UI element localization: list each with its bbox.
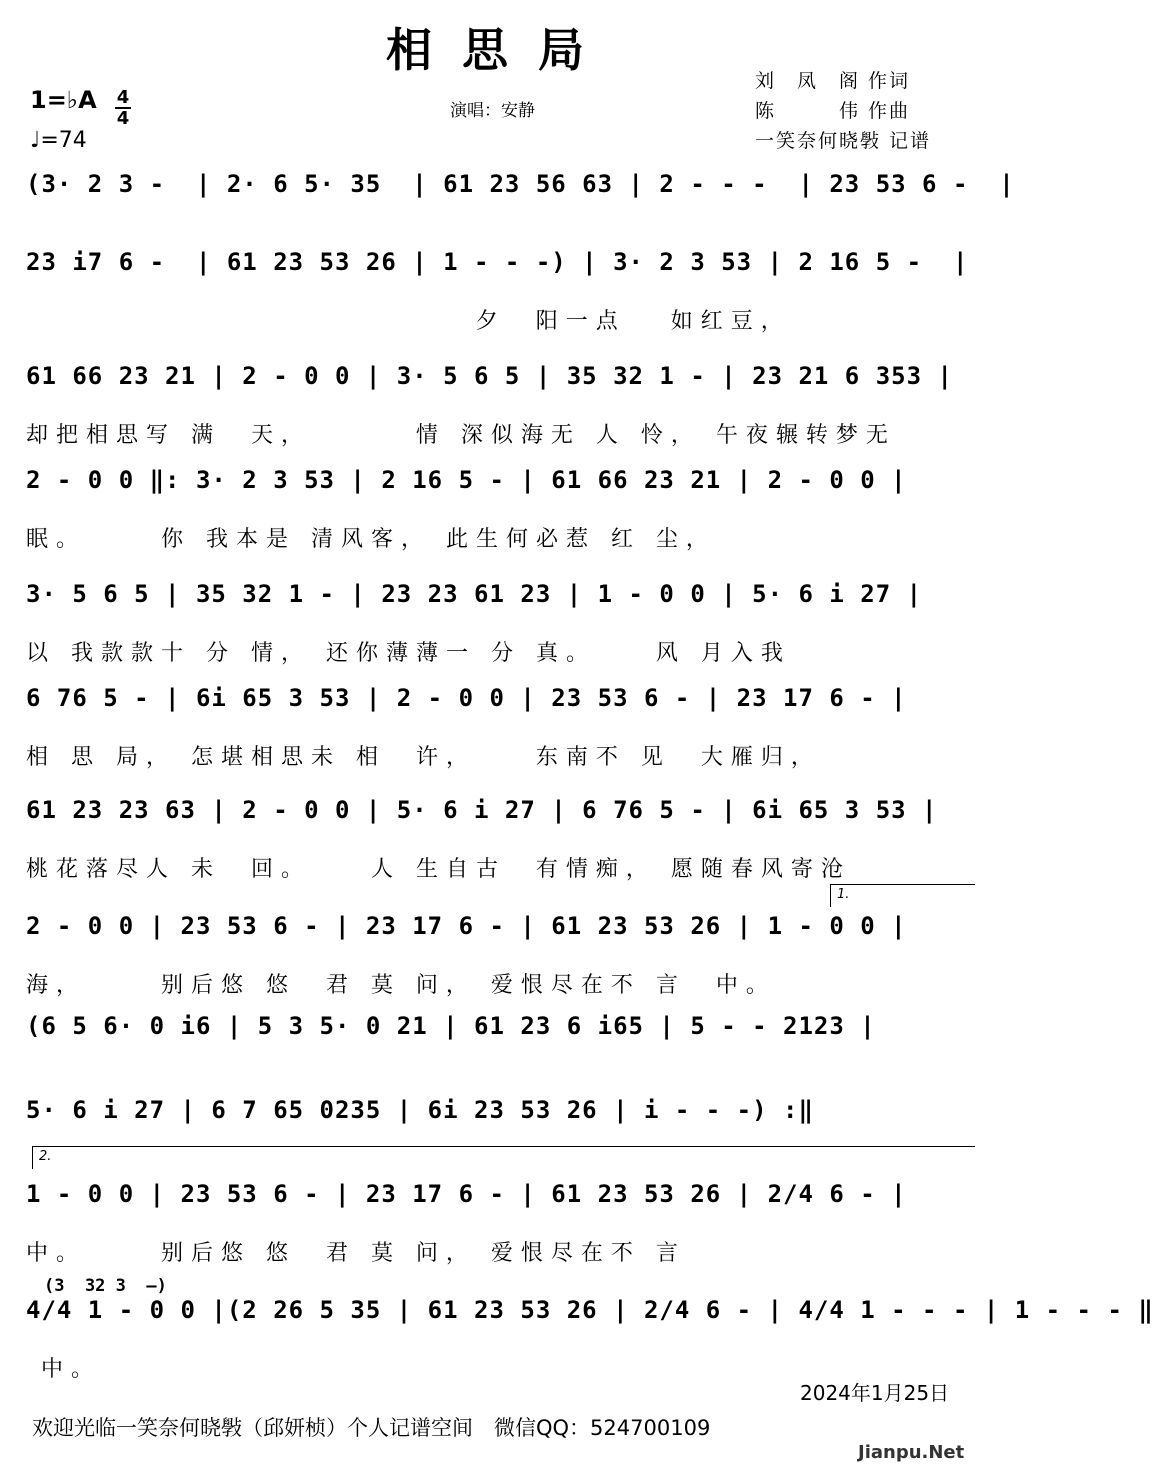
notation: 61 23 23 63 | 2 - 0 0 | 5· 6 i 27 | 6 76 5 - | 6i 65 3 53 | <box>26 796 938 824</box>
footer-text: 欢迎光临一笑奈何晓斅（邱妍桢）个人记谱空间 微信QQ：524700109 <box>32 1416 711 1440</box>
volta-2 <box>32 1146 975 1169</box>
time-signature <box>115 88 131 128</box>
notation: 23 i7 6 - | 61 23 53 26 | 1 - - -) | 3· 2 3 53 | 2 16 5 - | <box>26 248 969 276</box>
volta-2-label: 2. <box>39 1149 52 1164</box>
score-line <box>26 248 976 368</box>
score-line <box>26 466 976 586</box>
lyric-line: 以 我款款十 分 情， 还你薄薄一 分 真。 风 月入我 <box>26 641 791 666</box>
notation: (6 5 6· 0 i6 | 5 3 5· 0 21 | 61 23 6 i65 | 5 - - 2123 | <box>26 1012 876 1040</box>
notation: 6 76 5 - | 6i 65 3 53 | 2 - 0 0 | 23 53 6 - | 23 17 6 - | <box>26 684 907 712</box>
notation: (3· 2 3 - | 2· 6 5· 35 | 61 23 56 63 | 2 - - - | 23 53 6 - | <box>26 170 1015 198</box>
lyric-line: 相 思 局， 怎堪相思未 相 许， 东南不 见 大雁归， <box>26 745 821 770</box>
singer-credit: 演唱：安静 <box>450 101 535 121</box>
lyric-line: 中。 <box>26 1357 101 1382</box>
volta-1 <box>830 884 975 907</box>
notation: 2 - 0 0 | 23 53 6 - | 23 17 6 - | 61 23 53 26 | 1 - 0 0 | <box>26 912 907 940</box>
key-signature: 1=♭A <box>30 86 97 114</box>
notation: 1 - 0 0 | 23 53 6 - | 23 17 6 - | 61 23 53 26 | 2/4 6 - | <box>26 1180 907 1208</box>
composer-credit: 陈 伟 作曲 <box>755 100 911 122</box>
lyric-line: 却把相思写 满 天， 情 深似海无 人 怜， 午夜辗转梦无 <box>26 423 896 448</box>
lyric-line: 眠。 你 我本是 清风客， 此生何必惹 红 尘， <box>26 527 716 552</box>
score-line <box>26 684 976 804</box>
date: 2024年1月25日 <box>800 1381 950 1405</box>
notation: 2 - 0 0 ‖: 3· 2 3 53 | 2 16 5 - | 61 66 23 21 | 2 - 0 0 | <box>26 466 907 494</box>
score-line <box>26 362 976 482</box>
ossia-notes: (3 32 3 –) <box>44 1276 167 1296</box>
lyricist-credit: 刘 凤 阁 作词 <box>755 70 911 92</box>
notation: 3· 5 6 5 | 35 32 1 - | 23 23 61 23 | 1 - 0 0 | 5· 6 i 27 | <box>26 580 923 608</box>
time-sig-bottom: 4 <box>116 108 130 129</box>
lyric-line: 中。 别后悠 悠 君 莫 问， 爱恨尽在不 言 <box>26 1241 686 1266</box>
lyric-line: 桃花落尽人 未 回。 人 生自古 有情痴， 愿随春风寄沧 <box>26 857 851 882</box>
page-title: 相思局 <box>386 23 614 77</box>
tempo-mark: ♩=74 <box>30 128 87 153</box>
score-line <box>26 1180 976 1300</box>
notation: 5· 6 i 27 | 6 7 65 0235 | 6i 23 53 26 | i - - -) :‖ <box>26 1096 814 1124</box>
brand-watermark: Jianpu.Net <box>858 1442 965 1463</box>
lyric-line: 夕 阳一点 如红豆， <box>26 309 791 334</box>
notation: 4/4 1 - 0 0 |(2 26 5 35 | 61 23 53 26 | 2/4 6 - | 4/4 1 - - - | 1 - - - ‖ <box>26 1296 1154 1324</box>
transcriber-credit: 一笑奈何晓斅 记谱 <box>755 130 932 152</box>
lyric-line: 海， 别后悠 悠 君 莫 问， 爱恨尽在不 言 中。 <box>26 973 776 998</box>
volta-1-label: 1. <box>837 887 850 902</box>
time-sig-top: 4 <box>116 87 130 108</box>
score-line <box>26 580 976 700</box>
notation: 61 66 23 21 | 2 - 0 0 | 3· 5 6 5 | 35 32 1 - | 23 21 6 353 | <box>26 362 953 390</box>
